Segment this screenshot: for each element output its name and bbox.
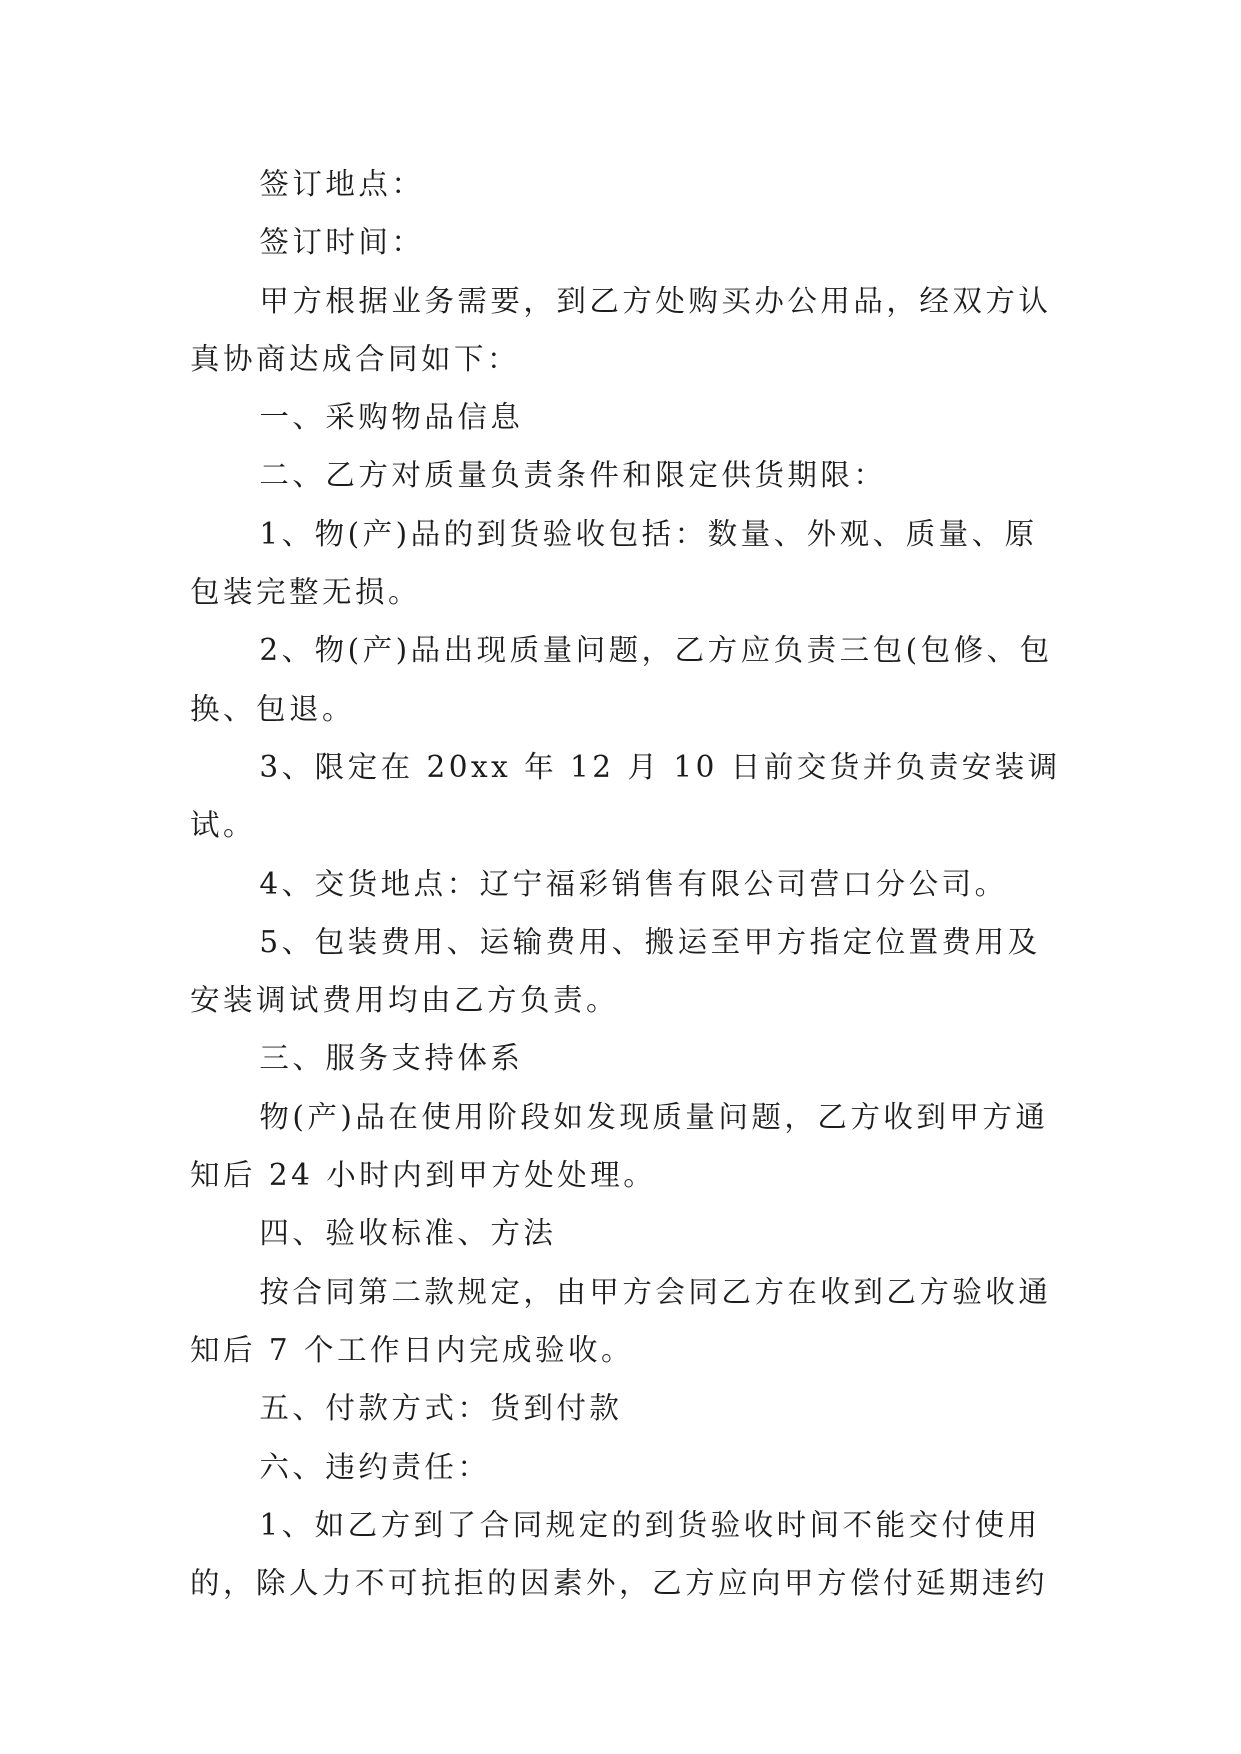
clause-3-body: 物(产)品在使用阶段如发现质量问题，乙方收到甲方通知后 24 小时内到甲方处处理。	[190, 1099, 1049, 1193]
clause-2-3: 3、限定在 20xx 年 12 月 10 日前交货并负责安装调试。	[190, 749, 1061, 843]
signing-time-line: 签订时间：	[259, 225, 425, 260]
contract-body	[190, 155, 1070, 1612]
section-heading-2: 二、乙方对质量负责条件和限定供货期限：	[259, 458, 887, 493]
section-heading-4: 四、验收标准、方法	[259, 1216, 557, 1251]
clause-4-body: 按合同第二款规定，由甲方会同乙方在收到乙方验收通知后 7 个工作日内完成验收。	[190, 1274, 1052, 1367]
clause-6-1: 1、如乙方到了合同规定的到货验收时间不能交付使用的，除人力不可抗拒的因素外，乙方应向甲方偿付延期违约	[190, 1507, 1049, 1601]
clause-2-5: 5、包装费用、运输费用、搬运至甲方指定位置费用及安装调试费用均由乙方负责。	[190, 924, 1041, 1018]
signing-location-line: 签订地点：	[259, 167, 425, 201]
section-heading-6: 六、违约责任：	[259, 1449, 491, 1484]
intro-paragraph: 甲方根据业务需要，到乙方处购买办公用品，经双方认真协商达成合同如下：	[190, 283, 1052, 376]
section-heading-5: 五、付款方式：货到付款	[259, 1391, 623, 1426]
clause-2-4: 4、交货地点：辽宁福彩销售有限公司营口分公司。	[259, 866, 1008, 901]
section-heading-3: 三、服务支持体系	[259, 1041, 524, 1076]
clause-2-2: 2、物(产)品出现质量问题，乙方应负责三包(包修、包换、包退。	[190, 633, 1053, 726]
clause-2-1: 1、物(产)品的到货验收包括：数量、外观、质量、原包装完整无损。	[190, 516, 1038, 610]
section-heading-1: 一、采购物品信息	[259, 400, 524, 435]
